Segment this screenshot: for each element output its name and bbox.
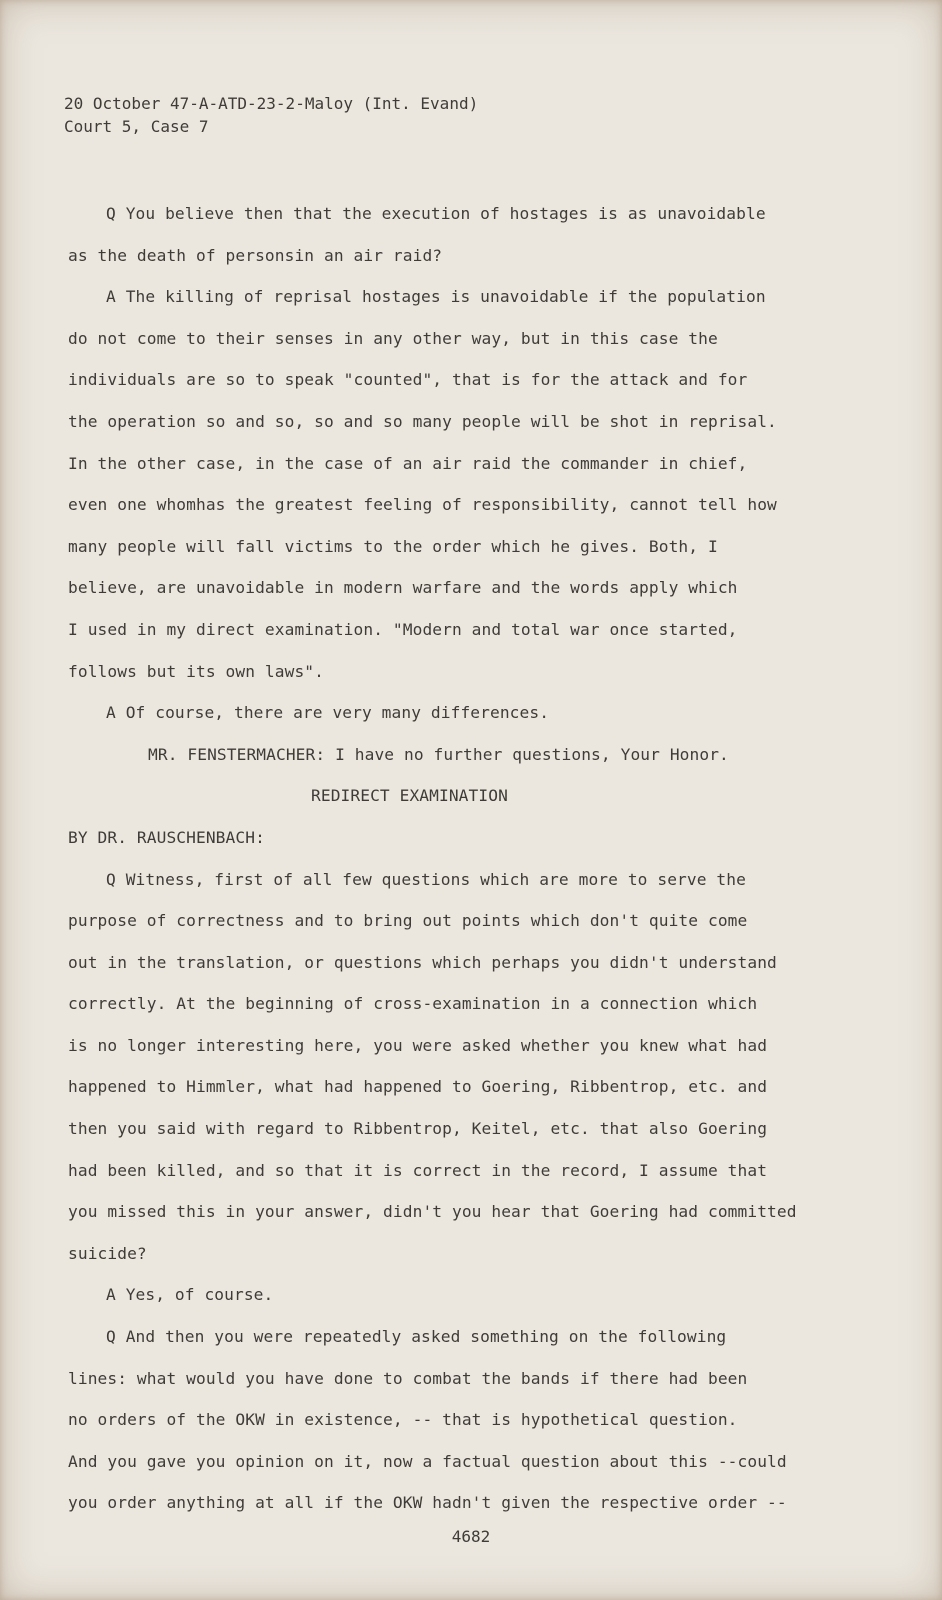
header-line-date-code: 20 October 47-A-ATD-23-2-Maloy (Int. Evand) [64, 94, 479, 113]
transcript-line: BY DR. RAUSCHENBACH: [68, 827, 265, 847]
transcript-line: many people will fall victims to the order which he gives. Both, I [68, 536, 718, 556]
transcript-line: as the death of personsin an air raid? [68, 245, 443, 265]
transcript-line: A Yes, of course. [106, 1285, 274, 1305]
transcript-line: even one whomhas the greatest feeling of responsibility, cannot tell how [68, 495, 777, 515]
transcript-line: purpose of correctness and to bring out points which don't quite come [68, 911, 748, 931]
transcript-line: lines: what would you have done to combat the bands if there had been [68, 1368, 748, 1388]
header-line-court-case: Court 5, Case 7 [64, 117, 209, 136]
transcript-line: And you gave you opinion on it, now a factual question about this --could [68, 1451, 787, 1471]
transcript-line: believe, are unavoidable in modern warfare and the words apply which [68, 578, 738, 598]
transcript-line: I used in my direct examination. "Modern and total war once started, [68, 619, 738, 639]
transcript-line: In the other case, in the case of an air raid the commander in chief, [68, 453, 748, 473]
transcript-line: correctly. At the beginning of cross-examination in a connection which [68, 994, 758, 1014]
transcript-body [68, 193, 908, 1524]
transcript-line: had been killed, and so that it is correct in the record, I assume that [68, 1160, 768, 1180]
page-number: 4682 [451, 1527, 491, 1546]
document-header [64, 92, 478, 138]
transcript-line: happened to Himmler, what had happened to Goering, Ribbentrop, etc. and [68, 1077, 768, 1097]
transcript-line: suicide? [68, 1243, 147, 1263]
transcript-line: you order anything at all if the OKW hadn't given the respective order -- [68, 1493, 787, 1513]
transcript-line: Q And then you were repeatedly asked something on the following [106, 1327, 727, 1347]
transcript-line: no orders of the OKW in existence, -- that is hypothetical question. [68, 1410, 738, 1430]
transcript-line: Q Witness, first of all few questions which are more to serve the [106, 869, 746, 889]
transcript-line: the operation so and so, so and so many people will be shot in reprisal. [68, 411, 777, 431]
transcript-line: follows but its own laws". [68, 661, 324, 681]
transcript-line: Q You believe then that the execution of hostages is as unavoidable [106, 204, 766, 223]
transcript-line: then you said with regard to Ribbentrop, Keitel, etc. that also Goering [68, 1119, 768, 1139]
transcript-line: is no longer interesting here, you were asked whether you knew what had [68, 1035, 768, 1055]
transcript-line: REDIRECT EXAMINATION [311, 786, 508, 806]
transcript-line: MR. FENSTERMACHER: I have no further questions, Your Honor. [148, 744, 729, 764]
transcript-line: individuals are so to speak "counted", that is for the attack and for [68, 370, 748, 390]
transcript-line: A The killing of reprisal hostages is unavoidable if the population [106, 287, 766, 307]
transcript-line: out in the translation, or questions which perhaps you didn't understand [68, 952, 777, 972]
transcript-line: you missed this in your answer, didn't you hear that Goering had committed [68, 1202, 797, 1222]
transcript-line: do not come to their senses in any other way, but in this case the [68, 328, 718, 348]
transcript-line: A Of course, there are very many differences. [106, 703, 550, 723]
